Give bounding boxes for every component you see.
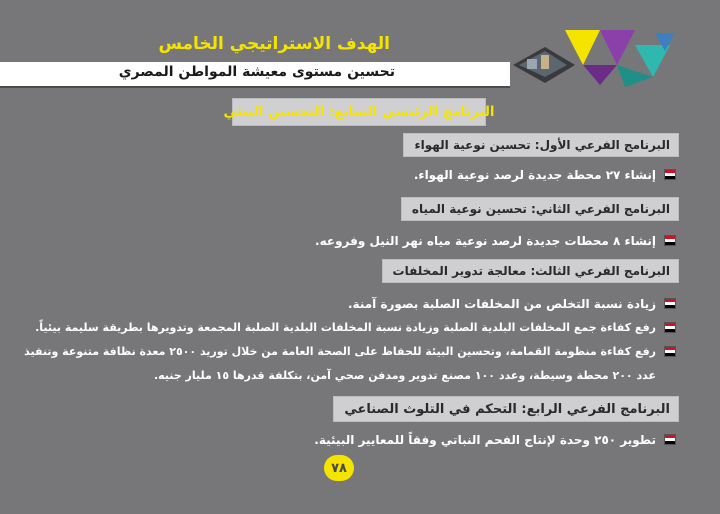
logo-yellow-triangle — [565, 30, 600, 65]
egypt-flag-icon — [664, 235, 676, 246]
main-program-title: البرنامج الرئيسي السابع: التحسين البيئي — [232, 98, 486, 126]
egypt-flag-icon — [664, 169, 676, 180]
egypt-flag-icon — [664, 322, 676, 333]
bullet-text: زيادة نسبة التخلص من المخلفات الصلبة بصورة آمنة. — [347, 297, 656, 311]
egypt-flag-icon — [664, 298, 676, 309]
sub-program-2-title: البرنامج الفرعي الثاني: تحسين نوعية المياه — [401, 197, 679, 221]
logo-purple-triangle — [600, 30, 635, 65]
sub-program-3-title: البرنامج الفرعي الثالث: معالجة تدوير المخلفات — [382, 259, 679, 283]
list-item — [414, 163, 676, 187]
list-item — [348, 292, 676, 316]
logo-photo-figure-2 — [541, 55, 549, 69]
goal-logo-icon — [505, 25, 680, 95]
sub-program-1-title: البرنامج الفرعي الأول: تحسين نوعية الهواء — [403, 133, 679, 157]
list-item — [16, 340, 676, 388]
page-number: ٧٨ — [324, 455, 354, 481]
list-item — [35, 316, 676, 340]
egypt-flag-icon — [664, 346, 676, 357]
bullet-text: إنشاء ٨ محطات جديدة لرصد نوعية مياه نهر النيل وفروعه. — [315, 234, 656, 248]
logo-dark-teal-triangle — [617, 65, 653, 87]
bullet-text: تطوير ٢٥٠ وحدة لإنتاج الفحم النباتي وفقاً للمعايير البيئية. — [314, 433, 656, 447]
list-item — [315, 229, 676, 253]
sub-program-4-title: البرنامج الفرعي الرابع: التحكم في التلوث الصناعي — [333, 396, 679, 422]
egypt-flag-icon — [664, 434, 676, 445]
bullet-text: إنشاء ٢٧ محطة جديدة لرصد نوعية الهواء. — [413, 168, 656, 182]
bullet-text: رفع كفاءة منظومة القمامة، وتحسين البيئة للحفاظ على الصحة العامة من خلال توريد ٢٥٠٠ معدة نظافة متنوعة وتنفيذ عدد ٢٠٠ محطة وسيطة، وعدد ١٠٠ مصنع تدوير ومدفن صحي آمن، بتكلفة قدرها ١٥ مليار جنيه. — [24, 345, 656, 382]
bullet-text: رفع كفاءة جمع المخلفات البلدية الصلبة وزيادة نسبة المخلفات البلدية الصلبة المجمعة وتدويرها بطريقة سليمة بيئياً. — [35, 321, 656, 334]
goal-title: الهدف الاستراتيجي الخامس — [158, 34, 390, 54]
list-item — [314, 428, 676, 452]
logo-photo-figure — [527, 59, 537, 69]
goal-subtitle: تحسين مستوى معيشة المواطن المصري — [118, 64, 395, 80]
header-band-divider — [0, 86, 510, 88]
logo-dark-purple-triangle — [583, 65, 617, 85]
